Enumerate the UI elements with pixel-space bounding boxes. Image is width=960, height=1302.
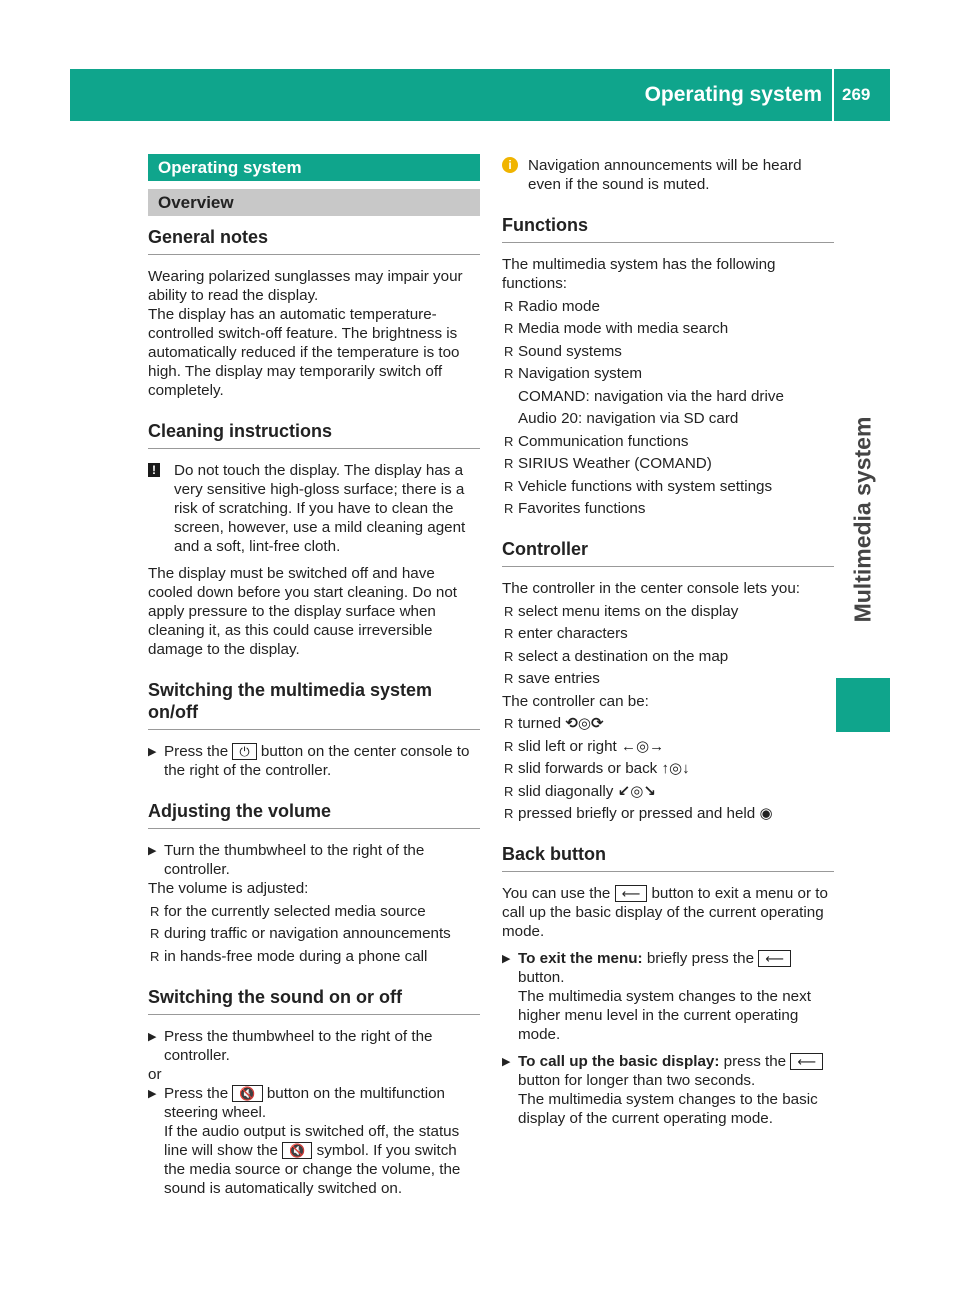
list-item: R enter characters	[504, 625, 628, 642]
volume-list	[148, 902, 480, 966]
slide-forward-back-icon: ↑◎↓	[661, 760, 690, 777]
step-arrow-icon: ▶	[148, 845, 157, 857]
list-item: R turned ⟲◎⟳	[504, 715, 604, 732]
mute-button-icon: 🔇	[232, 1085, 262, 1102]
list-item: R slid forwards or back ↑◎↓	[504, 760, 690, 777]
step-arrow-icon: ▶	[502, 1056, 511, 1068]
list-item: R Favorites functions	[504, 500, 646, 517]
right-column	[502, 154, 834, 1128]
list-item: R Sound systems	[504, 342, 622, 360]
functions-list-2	[502, 432, 834, 519]
page-number: 269	[842, 85, 871, 104]
step-arrow-icon: ▶	[148, 1087, 157, 1100]
paragraph: Wearing polarized sunglasses may impair your ability to read the display.	[148, 268, 463, 304]
warning-note	[148, 461, 480, 556]
controller-motions	[502, 714, 834, 823]
functions-list	[502, 297, 834, 384]
sub-item: Audio 20: navigation via SD card	[518, 410, 739, 427]
left-column	[148, 154, 480, 1198]
list-item: R slid diagonally ↙◎↘	[504, 782, 656, 800]
slide-diagonal-icon: ↙◎↘	[617, 782, 656, 800]
list-item: R during traffic or navigation announcements	[150, 925, 451, 942]
list-item: R Media mode with media search	[504, 320, 729, 337]
list-item: R Navigation system	[504, 365, 643, 382]
subsection-title: Overview	[148, 189, 480, 216]
turn-controller-icon: ⟲◎⟳	[565, 715, 604, 732]
back-button-icon: ⟵	[758, 950, 791, 967]
paragraph: The controller can be:	[502, 692, 649, 710]
list-item: R slid left or right ←◎→	[504, 737, 665, 755]
or-text: or	[148, 1065, 162, 1083]
list-item: R Radio mode	[504, 297, 600, 315]
slide-left-right-icon: ←◎→	[621, 737, 665, 755]
heading-volume: Adjusting the volume	[148, 800, 480, 829]
heading-controller: Controller	[502, 538, 834, 567]
list-item: R select a destination on the map	[504, 647, 729, 665]
back-button-icon: ⟵	[790, 1053, 823, 1070]
list-item: R SIRIUS Weather (COMAND)	[504, 455, 712, 472]
instruction-step: ▶ Press the ⏻ button on the center console to the right of the controller.	[148, 743, 470, 779]
step-arrow-icon: ▶	[502, 953, 511, 965]
result-text: The volume is adjusted:	[148, 880, 309, 897]
instruction-step: ▶ Press the 🔇 button on the multifunction steering wheel. If the audio output is switched off, the status line will show the 🔇 symbol. If you switch the media source or change the volume, the sound is automatically switched on.	[148, 1084, 461, 1197]
side-tab-marker	[836, 678, 890, 732]
instruction-step: ▶ To exit the menu: briefly press the ⟵ button. The multimedia system changes to the next higher menu level in the current operating mode.	[502, 950, 811, 1043]
step-arrow-icon: ▶	[148, 746, 157, 758]
list-item: R Vehicle functions with system settings	[504, 477, 773, 495]
list-item: R pressed briefly or pressed and held ◉	[504, 805, 773, 822]
instruction-step: ▶ Turn the thumbwheel to the right of the controller.	[148, 842, 425, 878]
sub-item: COMAND: navigation via the hard drive	[518, 387, 784, 405]
side-tab-label: Multimedia system	[849, 416, 876, 623]
list-item: R save entries	[504, 670, 600, 687]
heading-cleaning: Cleaning instructions	[148, 420, 480, 449]
header-title: Operating system	[644, 83, 822, 106]
back-button-icon: ⟵	[615, 885, 648, 902]
heading-sound: Switching the sound on or off	[148, 986, 480, 1015]
list-item: R Communication functions	[504, 432, 689, 450]
controller-list	[502, 602, 834, 689]
side-tab	[836, 369, 890, 670]
paragraph: The controller in the center console lets you:	[502, 580, 801, 597]
instruction-step: ▶ To call up the basic display: press the ⟵ button for longer than two seconds. The multimedia system changes to the basic display of the current operating mode.	[502, 1052, 834, 1128]
power-button-icon: ⏻	[232, 743, 256, 760]
info-icon: i	[502, 157, 518, 173]
heading-functions: Functions	[502, 214, 834, 243]
list-item: R for the currently selected media source	[150, 902, 426, 920]
press-controller-icon: ◉	[759, 805, 773, 822]
paragraph: You can use the ⟵ button to exit a menu or to call up the basic display of the current operating mode.	[502, 885, 828, 940]
paragraph: The multimedia system has the following functions:	[502, 256, 776, 292]
list-item: R in hands-free mode during a phone call	[150, 947, 428, 965]
heading-back-button: Back button	[502, 843, 834, 872]
paragraph: The display must be switched off and have cooled down before you start cleaning. Do not apply pressure to the display surface when cleaning it, as this could cause irreversible damage to the display.	[148, 565, 458, 658]
page-header	[70, 69, 890, 121]
paragraph: The display has an automatic temperature-controlled switch-off feature. The brightness is automatically reduced if the temperature is too high. The display may temporarily switch off completely.	[148, 306, 460, 399]
heading-general-notes: General notes	[148, 226, 480, 255]
warning-icon: !	[148, 463, 160, 477]
mute-symbol-icon: 🔇	[282, 1142, 312, 1159]
instruction-step: ▶ Press the thumbwheel to the right of the controller.	[148, 1027, 433, 1064]
warning-text: Do not touch the display. The display has a very sensitive high-gloss surface; there is a risk of scratching. If you have to clean the screen, however, use a mild cleaning agent and a soft, lint-free cloth.	[174, 462, 466, 555]
section-title: Operating system	[148, 154, 480, 181]
info-note: i Navigation announcements will be heard even if the sound is muted.	[502, 156, 834, 194]
heading-switching: Switching the multimedia system on/off	[148, 679, 480, 730]
list-item: R select menu items on the display	[504, 602, 739, 620]
step-arrow-icon: ▶	[148, 1030, 157, 1043]
